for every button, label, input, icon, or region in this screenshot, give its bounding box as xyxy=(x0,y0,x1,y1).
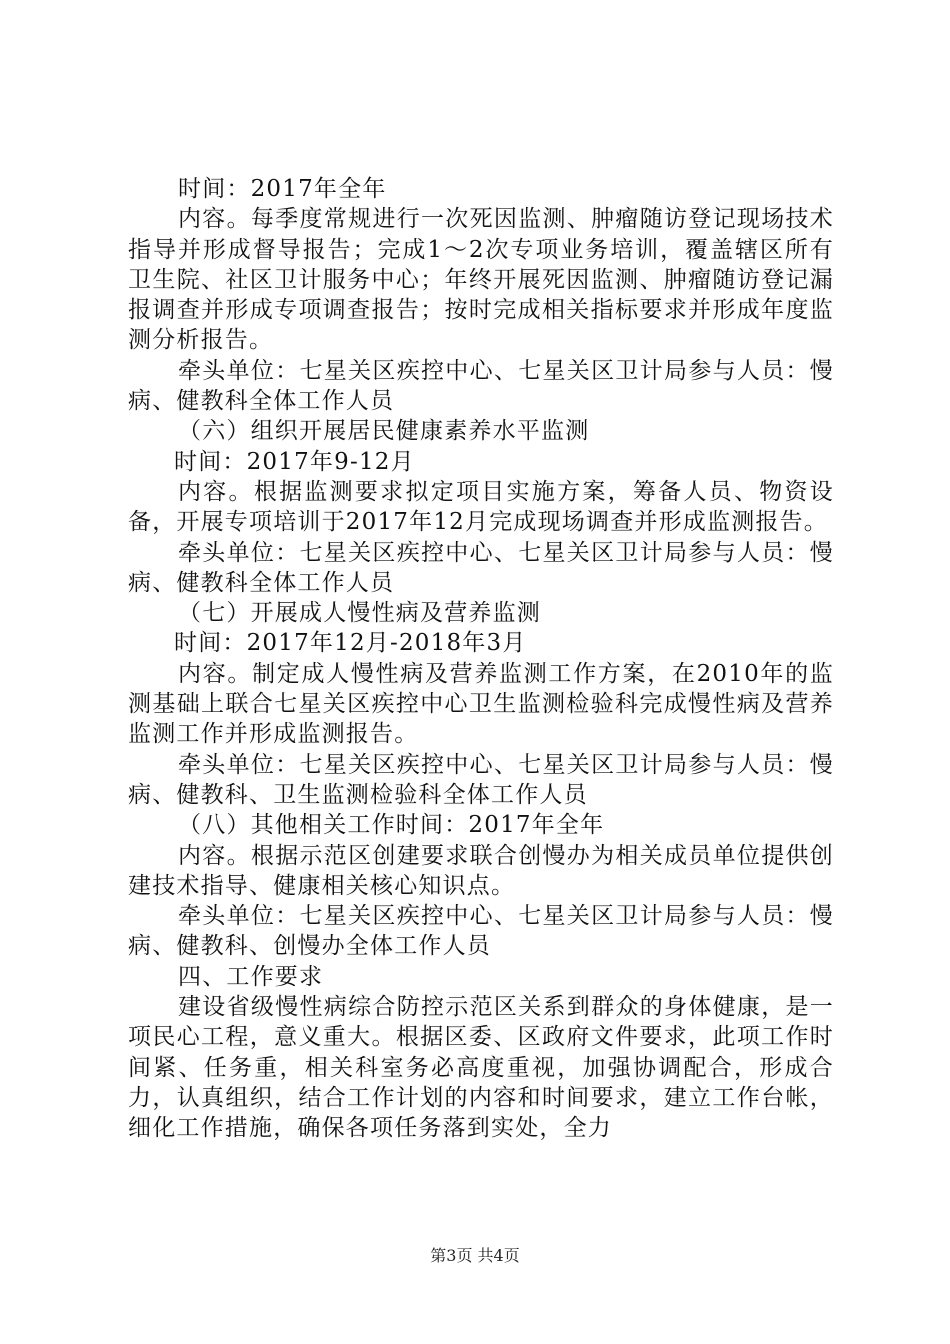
paragraph-content-monitoring: 内容。每季度常规进行一次死因监测、肿瘤随访登记现场技术指导并形成督导报告；完成1～2次专项业务培训，覆盖辖区所有卫生院、社区卫计服务中心；年终开展死因监测、肿瘤随访登记漏报调查并形成专项调查报告；按时完成相关指标要求并形成年度监测分析报告。 xyxy=(128,206,834,354)
section-heading-eight: （八）其他相关工作时间：2017年全年 xyxy=(178,812,605,839)
paragraph-content-demo-zone: 内容。根据示范区创建要求联合创慢办为相关成员单位提供创建技术指导、健康相关核心知识点。 xyxy=(128,842,834,899)
section-heading-requirements: 四、工作要求 xyxy=(178,963,324,990)
document-body xyxy=(128,174,834,1144)
paragraph-time-full-year: 时间：2017年全年 xyxy=(178,176,387,202)
paragraph-lead-unit: 牵头单位：七星关区疾控中心、七星关区卫计局参与人员：慢病、健教科全体工作人员 xyxy=(128,539,834,596)
paragraph-lead-unit: 牵头单位：七星关区疾控中心、七星关区卫计局参与人员：慢病、健教科全体工作人员 xyxy=(128,357,834,415)
section-heading-seven: （七）开展成人慢性病及营养监测 xyxy=(178,600,541,627)
section-heading-six: （六）组织开展居民健康素养水平监测 xyxy=(178,418,590,445)
paragraph-requirements-body: 建设省级慢性病综合防控示范区关系到群众的身体健康，是一项民心工程，意义重大。根据区委、区政府文件要求，此项工作时间紧、任务重，相关科室务必高度重视，加强协调配合，形成合力，认真组织，结合工作计划的内容和时间要求，建立工作台帐，细化工作措施，确保各项任务落到实处，全力 xyxy=(128,994,834,1142)
paragraph-time-sep-dec: 时间：2017年9-12月 xyxy=(174,448,415,475)
paragraph-content-literacy: 内容。根据监测要求拟定项目实施方案，筹备人员、物资设备，开展专项培训于2017年12月完成现场调查并形成监测报告。 xyxy=(128,478,834,536)
paragraph-content-nutrition: 内容。制定成人慢性病及营养监测工作方案，在2010年的监测基础上联合七星关区疾控中心卫生监测检验科完成慢性病及营养监测工作并形成监测报告。 xyxy=(128,660,834,748)
paragraph-lead-unit: 牵头单位：七星关区疾控中心、七星关区卫计局参与人员：慢病、健教科、创慢办全体工作人员 xyxy=(128,903,834,960)
paragraph-time-dec-mar: 时间：2017年12月-2018年3月 xyxy=(174,630,527,657)
page-number-footer: 第3页 共4页 xyxy=(430,1246,520,1265)
paragraph-lead-unit: 牵头单位：七星关区疾控中心、七星关区卫计局参与人员：慢病、健教科、卫生监测检验科全体工作人员 xyxy=(128,751,834,808)
